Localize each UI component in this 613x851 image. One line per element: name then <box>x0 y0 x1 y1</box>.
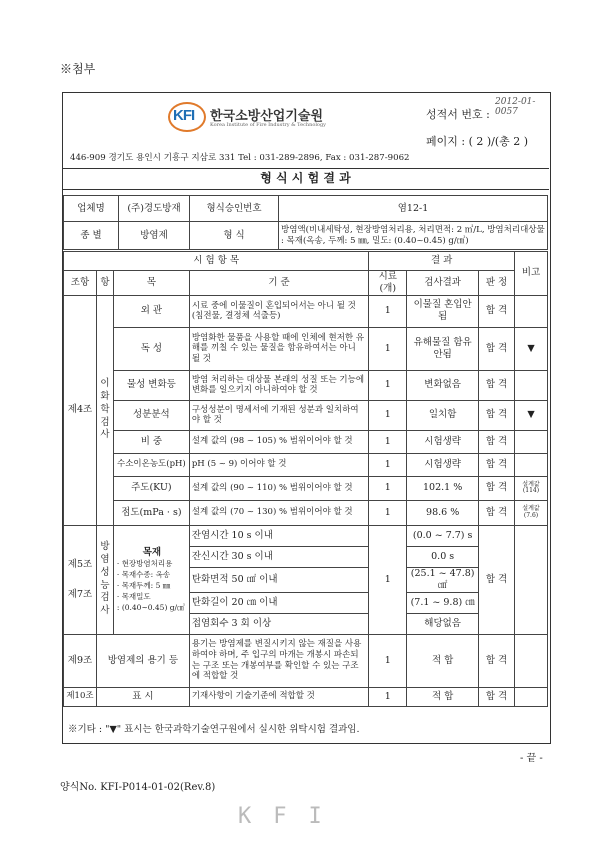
item-header-2: 목 <box>113 271 189 296</box>
item-label: 점도(mPa · s) <box>113 500 189 525</box>
judgment-value: 합 격 <box>479 400 515 430</box>
category-physchem: 이화학검사 <box>96 295 113 525</box>
item-label: 독 성 <box>113 327 189 370</box>
table-row <box>64 500 548 525</box>
result-value: 적 합 <box>407 687 479 706</box>
judgment-value: 합 격 <box>479 453 515 476</box>
criteria-text: 방염 처리하는 대상물 본래의 성질 또는 기능에 변화를 일으키지 아니하여야 할 것 <box>189 370 368 400</box>
end-mark: - 끝 - <box>520 753 543 764</box>
org-name: 한국소방산업기술원 <box>210 108 324 123</box>
material-line: · 목재수종: 옥송 <box>116 570 171 580</box>
material-spec <box>113 525 189 634</box>
samples-value: 1 <box>369 634 407 687</box>
samples-value: 1 <box>369 476 407 500</box>
form-label: 형 식 <box>190 222 279 250</box>
result-value: 유해물질 함유안됨 <box>407 327 479 370</box>
results-header: 결 과 <box>369 252 515 271</box>
form-value: 방염액(비내세탁성, 현장방염처리용, 처리면적: 2 ㎡/L, 방염처리대상물 : 목재(옥송, 두께: 5 ㎜, 밀도: (0.40~0.45) g/㎤) <box>279 222 548 250</box>
samples-value: 1 <box>369 687 407 706</box>
remark-value: ▼ <box>515 400 548 430</box>
result-value: (7.1 ~ 9.8) ㎝ <box>407 592 479 613</box>
remark-value <box>515 525 548 634</box>
judgment-value: 합 격 <box>479 476 515 500</box>
table-row <box>64 327 548 370</box>
test-result-header: 검사결과 <box>407 271 479 296</box>
samples-value: 1 <box>369 525 407 634</box>
judgment-value: 합 격 <box>479 370 515 400</box>
result-value: 시험생략 <box>407 430 479 453</box>
item-header: 항 <box>96 271 113 296</box>
samples-value: 1 <box>369 453 407 476</box>
judgment-value: 합 격 <box>479 687 515 706</box>
material-line: · 현장방염처리용 <box>116 559 173 569</box>
item-label: 수소이온농도(pH) <box>113 453 189 476</box>
address-line: 446-909 경기도 용인시 기흥구 지삼로 331 Tel : 031-289-2896, Fax : 031-287-9062 <box>70 153 410 163</box>
remark-value <box>515 295 548 327</box>
judgment-header: 판 정 <box>479 271 515 296</box>
approval-value: 염12-1 <box>279 196 548 222</box>
clause-5: 제5조 <box>67 559 93 571</box>
table-row <box>64 370 548 400</box>
remark-value <box>515 687 548 706</box>
report-no-handwritten: 2012-01-0057 <box>495 97 536 117</box>
table-row <box>64 453 548 476</box>
judgment-value: 합 격 <box>479 634 515 687</box>
item-label: 성분분석 <box>113 400 189 430</box>
clause-header: 조항 <box>64 271 97 296</box>
criteria-text: 탄화면적 50 ㎠ 이내 <box>189 567 368 592</box>
criteria-text: 설계 값의 (70 ~ 130) % 범위이어야 할 것 <box>189 500 368 525</box>
samples-value: 1 <box>369 327 407 370</box>
logo-abbr: KFI <box>173 107 195 124</box>
page-title: 형 식 시 험 결 과 <box>62 168 549 190</box>
result-value: 0.0 s <box>407 546 479 567</box>
criteria-text: 설계 값의 (98 ~ 105) % 범위이어야 할 것 <box>189 430 368 453</box>
approval-label: 형식승인번호 <box>190 196 279 222</box>
remark-value: ▼ <box>515 327 548 370</box>
result-value: 102.1 % <box>407 476 479 500</box>
criteria-text: 방염화한 물품을 사용할 때에 인체에 현저한 유해를 끼칠 수 있는 물질을 함유하여서는 아니 될 것 <box>189 327 368 370</box>
test-items-header: 시 험 항 목 <box>64 252 369 271</box>
item-label: 방염제의 용기 등 <box>96 634 189 687</box>
table-row <box>64 634 548 687</box>
company-value: (주)경도방재 <box>119 196 190 222</box>
table-row <box>64 430 548 453</box>
company-label: 업체명 <box>64 196 119 222</box>
material-line: · 목재두께: 5 ㎜ <box>116 581 171 591</box>
result-value: 이물질 혼입안됨 <box>407 295 479 327</box>
type-label: 종 별 <box>64 222 119 250</box>
criteria-text: 잔염시간 10 s 이내 <box>189 525 368 546</box>
judgment-value: 합 격 <box>479 327 515 370</box>
table-row <box>64 476 548 500</box>
item-label: 외 관 <box>113 295 189 327</box>
clause-4: 제4조 <box>64 295 97 525</box>
judgment-value: 합 격 <box>479 295 515 327</box>
remark-value <box>515 430 548 453</box>
criteria-text: 잔신시간 30 s 이내 <box>189 546 368 567</box>
criteria-text: 탄화길이 20 ㎝ 이내 <box>189 592 368 613</box>
type-value: 방염제 <box>119 222 190 250</box>
table-row <box>64 295 548 327</box>
criteria-text: 기재사항이 기술기준에 적합할 것 <box>189 687 368 706</box>
page-label: 페이지 : ( 2 )/(총 2 ) <box>426 135 529 148</box>
result-value: 일치함 <box>407 400 479 430</box>
table-row <box>64 400 548 430</box>
table-row <box>64 525 548 546</box>
remark-value: 설계값 (114) <box>515 476 548 500</box>
result-value: 해당없음 <box>407 613 479 634</box>
remark-value <box>515 634 548 687</box>
judgment-value: 합 격 <box>479 500 515 525</box>
judgment-value: 합 격 <box>479 525 515 634</box>
result-value: (0.0 ~ 7.7) s <box>407 525 479 546</box>
test-results-table <box>63 251 548 707</box>
criteria-header: 기 준 <box>189 271 368 296</box>
result-value: 98.6 % <box>407 500 479 525</box>
result-value: 변화없음 <box>407 370 479 400</box>
clause-10: 제10조 <box>64 687 97 706</box>
remark-value <box>515 453 548 476</box>
material-line: · 목재밀도 <box>116 591 151 601</box>
item-label: 비 중 <box>113 430 189 453</box>
footnote: ※기타 : "▼" 표시는 한국과학기술연구원에서 실시한 위탁시험 결과임. <box>68 724 360 735</box>
samples-value: 1 <box>369 500 407 525</box>
result-value: 적 합 <box>407 634 479 687</box>
info-table <box>63 195 548 250</box>
criteria-text: 구성성분이 명세서에 기재된 성분과 일치하여야 할 것 <box>189 400 368 430</box>
org-name-en: Korea Institute of Fire Industry & Technology <box>210 122 326 128</box>
samples-value: 1 <box>369 295 407 327</box>
criteria-text: 접염회수 3 회 이상 <box>189 613 368 634</box>
attachment-label: ※첨부 <box>60 62 96 76</box>
samples-header: 시료(개) <box>369 271 407 296</box>
criteria-text: pH (5 ~ 9) 이어야 할 것 <box>189 453 368 476</box>
clause-9: 제9조 <box>64 634 97 687</box>
criteria-text: 용기는 방염제를 변질시키지 않는 재질을 사용하여야 하며, 주 입구의 마개는 개봉시 파손되는 구조 또는 개봉여부를 확인할 수 있는 구조에 적합할 것 <box>189 634 368 687</box>
criteria-text: 설계 값의 (90 ~ 110) % 범위이어야 할 것 <box>189 476 368 500</box>
criteria-text: 시료 중에 이물질이 혼입되어서는 아니 될 것(침전물, 결정체 석출등) <box>189 295 368 327</box>
clause-7: 제7조 <box>67 588 93 600</box>
item-label: 표 시 <box>96 687 189 706</box>
material-title: 목재 <box>142 546 162 558</box>
watermark: KFI <box>238 804 344 829</box>
remark-value <box>515 370 548 400</box>
form-number: 양식No. KFI-P014-01-02(Rev.8) <box>60 782 216 793</box>
item-label: 물성 변화등 <box>113 370 189 400</box>
remark-value: 설계값 (7.6) <box>515 500 548 525</box>
material-line: : (0.40~0.45) g/㎤ <box>116 602 185 612</box>
table-row <box>64 687 548 706</box>
clause-5-7 <box>64 525 97 634</box>
result-value: 시험생략 <box>407 453 479 476</box>
logo <box>166 102 206 128</box>
judgment-value: 합 격 <box>479 430 515 453</box>
report-no-label: 성적서 번호 : <box>426 108 490 121</box>
category-flame: 방염성능검사 <box>96 525 113 634</box>
samples-value: 1 <box>369 430 407 453</box>
samples-value: 1 <box>369 370 407 400</box>
result-value: (25.1 ~ 47.8) ㎠ <box>407 567 479 592</box>
item-label: 주도(KU) <box>113 476 189 500</box>
samples-value: 1 <box>369 400 407 430</box>
remarks-header: 비고 <box>515 252 548 296</box>
